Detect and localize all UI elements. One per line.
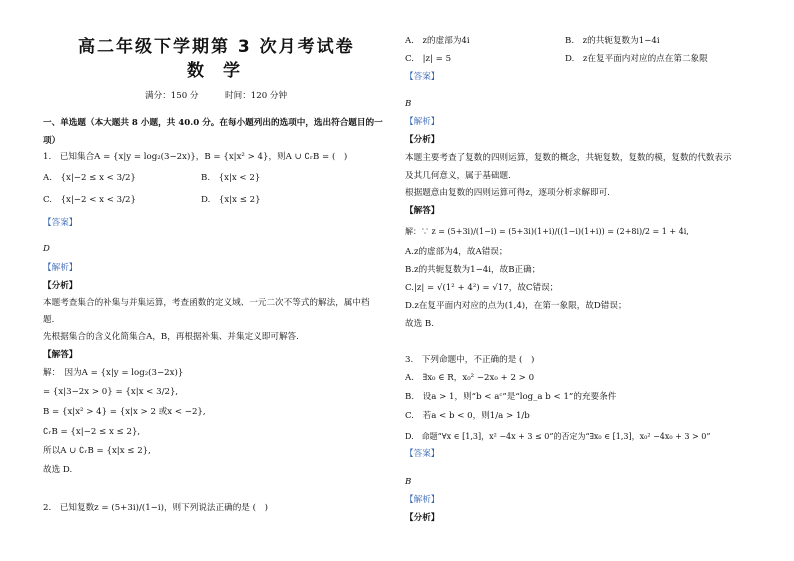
q1-jieda-tag: 【解答】 bbox=[43, 350, 78, 360]
q1-fenxi-line-2: 题. bbox=[43, 315, 55, 325]
section-heading-cont: 项） bbox=[43, 136, 61, 146]
q2-solution-line-3: B.z的共轭复数为1−4i，故B正确； bbox=[405, 265, 541, 275]
q3-answer: B bbox=[405, 477, 412, 487]
q2-fenxi-line-3: 根据题意由复数的四则运算可得z，逐项分析求解即可. bbox=[405, 188, 610, 198]
q2-solution-line-4: C.|z| = √(1² + 4²) = √17，故C错误； bbox=[405, 283, 559, 293]
q2-option-b: B. z的共轭复数为1−4i bbox=[565, 36, 660, 46]
section-heading: 一、单选题（本大题共 8 小题，共 40.0 分。在每小题列出的选项中，选出符合题目的一 bbox=[43, 118, 383, 128]
subject-title: 数 学 bbox=[187, 61, 241, 81]
q2-fenxi-line-1: 本题主要考查了复数的四则运算，复数的概念，共轭复数，复数的模，复数的代数表示 bbox=[405, 153, 732, 163]
q3-fenxi-tag: 【分析】 bbox=[405, 513, 440, 523]
q2-option-d: D. z在复平面内对应的点在第二象限 bbox=[565, 54, 708, 64]
q1-fenxi-line-1: 本题考查集合的补集与并集运算，考查函数的定义域、一元二次不等式的解法，属中档 bbox=[43, 298, 370, 308]
q1-option-b: B. {x|x < 2} bbox=[201, 173, 261, 183]
q2-answer: B bbox=[405, 99, 412, 109]
q1-analysis-tag: 【解析】 bbox=[43, 263, 78, 273]
q1-answer-tag: 【答案】 bbox=[43, 218, 78, 228]
q1-stem: 1. 已知集合A = {x|y = log₂(3−2x)}，B = {x|x² > 4}，则A ∪ ∁ᵣB = ( ) bbox=[43, 152, 348, 162]
q2-option-c: C. |z| = 5 bbox=[405, 54, 452, 64]
q1-solution-line-1: 解： 因为A = {x|y = log₂(3−2x)} bbox=[43, 368, 184, 378]
q3-option-d: D. 命题“∀x ∈ [1,3]，x² −4x + 3 ≤ 0”的否定为“∃x₀ ∈ [1,3]，x₀² −4x₀ + 3 > 0” bbox=[405, 432, 711, 441]
exam-title: 高二年级下学期第 3 次月考试卷 bbox=[78, 37, 355, 57]
q2-solution-line-1: 解：∵ z = (5+3i)/(1−i) = (5+3i)(1+i)/((1−i)(1+i)) = (2+8i)/2 = 1 + 4i, bbox=[405, 227, 689, 236]
q3-option-c: C. 若a < b < 0，则1/a > 1/b bbox=[405, 411, 530, 421]
q2-solution-line-5: D.z在复平面内对应的点为(1,4)，在第一象限，故D错误； bbox=[405, 301, 627, 311]
q1-option-d: D. {x|x ≤ 2} bbox=[201, 195, 261, 205]
q3-analysis-tag: 【解析】 bbox=[405, 495, 440, 505]
q2-analysis-tag: 【解析】 bbox=[405, 117, 440, 127]
full-score: 满分：150 分 bbox=[145, 91, 199, 101]
q1-fenxi-tag: 【分析】 bbox=[43, 281, 78, 291]
q3-option-a: A. ∃x₀ ∈ R，x₀² −2x₀ + 2 > 0 bbox=[405, 373, 535, 383]
q3-option-b: B. 设a > 1，则“b < aᶜ”是“log_a b < 1”的充要条件 bbox=[405, 392, 617, 402]
q1-solution-line-4: ∁ᵣB = {x|−2 ≤ x ≤ 2}, bbox=[43, 427, 141, 437]
exam-time: 时间：120 分钟 bbox=[225, 91, 288, 101]
q1-solution-line-5: 所以A ∪ ∁ᵣB = {x|x ≤ 2}, bbox=[43, 446, 151, 456]
q1-solution-line-2: = {x|3−2x > 0} = {x|x < 3/2}, bbox=[43, 387, 179, 397]
q2-fenxi-tag: 【分析】 bbox=[405, 135, 440, 145]
q2-jieda-tag: 【解答】 bbox=[405, 206, 440, 216]
q2-option-a: A. z的虚部为4i bbox=[405, 36, 470, 46]
q1-fenxi-line-3: 先根据集合的含义化简集合A，B，再根据补集、并集定义即可解答. bbox=[43, 332, 299, 342]
q1-option-a: A. {x|−2 ≤ x < 3/2} bbox=[43, 173, 136, 183]
q1-solution-line-3: B = {x|x² > 4} = {x|x > 2 或x < −2}, bbox=[43, 407, 206, 417]
q2-answer-tag: 【答案】 bbox=[405, 72, 440, 82]
q3-stem: 3. 下列命题中，不正确的是 ( ) bbox=[405, 355, 535, 365]
q1-answer: D bbox=[43, 244, 50, 254]
q2-stem: 2. 已知复数z = (5+3i)/(1−i)，则下列说法正确的是 ( ) bbox=[43, 503, 268, 513]
q1-solution-line-6: 故选 D. bbox=[43, 465, 73, 475]
q3-answer-tag: 【答案】 bbox=[405, 449, 440, 459]
q2-solution-line-6: 故选 B. bbox=[405, 319, 434, 329]
q1-option-c: C. {x|−2 < x < 3/2} bbox=[43, 195, 136, 205]
q2-solution-line-2: A.z的虚部为4，故A错误； bbox=[405, 247, 508, 257]
q2-fenxi-line-2: 及其几何意义，属于基础题. bbox=[405, 171, 511, 181]
